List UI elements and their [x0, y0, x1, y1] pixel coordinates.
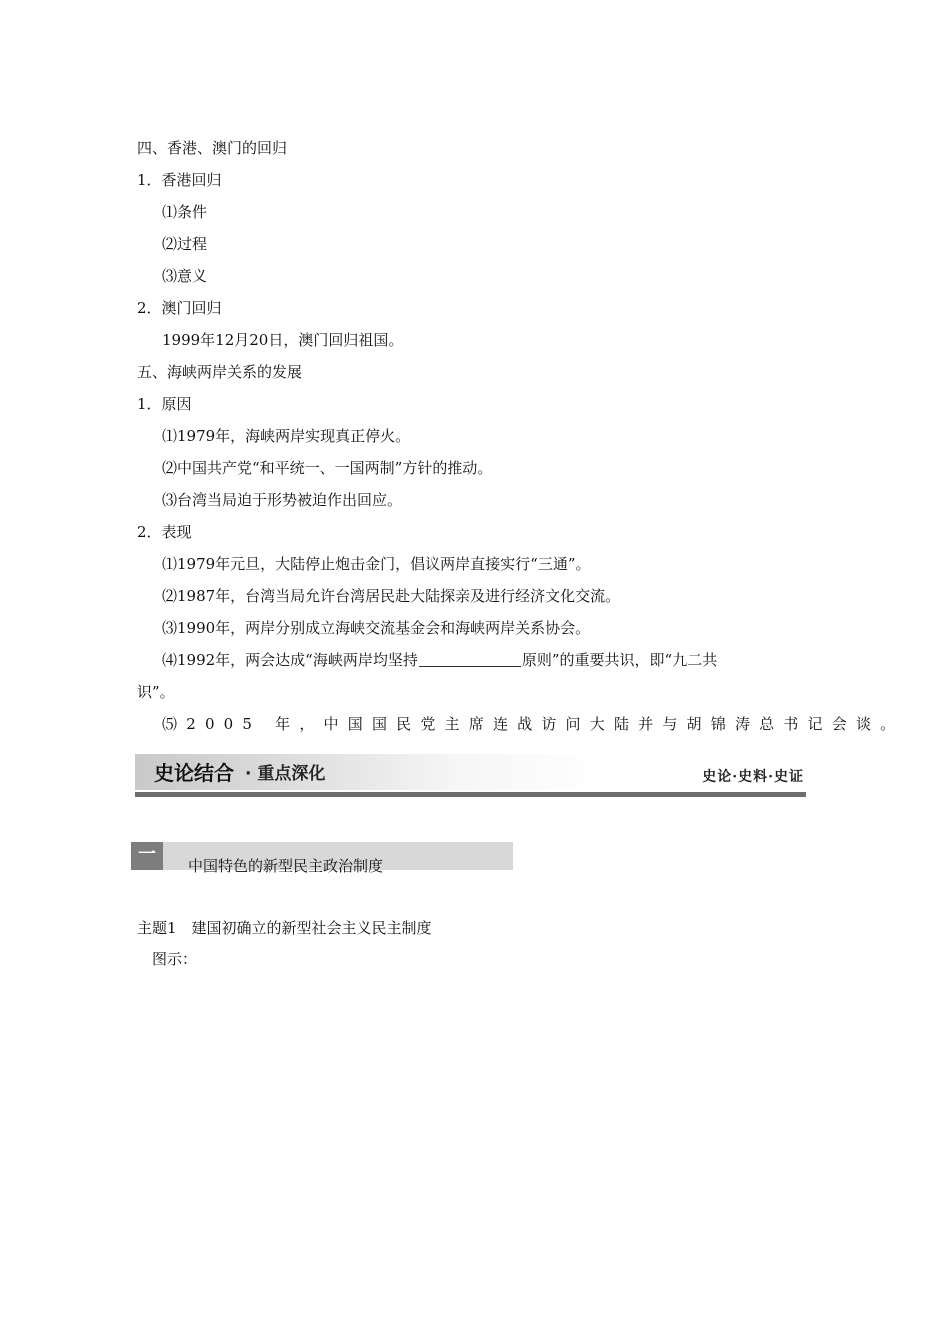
section-label	[131, 842, 513, 875]
manifest-item-4-before: ⑷1992年，两会达成“海峡两岸均坚持	[162, 651, 418, 669]
section-title: 中国特色的新型民主政治制度	[188, 857, 384, 875]
manifest-item-1: ⑴1979年元旦，大陆停止炮击金门，倡议两岸直接实行“三通”。	[162, 555, 591, 573]
causes-title: 1．原因	[137, 395, 192, 413]
banner-underline	[135, 792, 806, 797]
banner-title: 史论结合	[154, 761, 234, 785]
fill-in-blank[interactable]	[419, 652, 521, 667]
macau-title: 2．澳门回归	[137, 299, 222, 317]
hk-item-process: ⑵过程	[162, 235, 208, 253]
manifest-item-4-cont: 识”。	[137, 683, 175, 701]
sec4-heading: 四、香港、澳门的回归	[137, 139, 288, 157]
section-banner	[135, 754, 806, 798]
manifest-item-4-after: 原则”的重要共识，即“九二共	[521, 651, 718, 669]
cause-item-3: ⑶台湾当局迫于形势被迫作出回应。	[162, 491, 403, 509]
manifest-item-5: ⑸2005 年，中国国民党主席连战访问大陆并与胡锦涛总书记会谈。	[162, 715, 905, 733]
banner-tagline: 史论·史料·史证	[702, 769, 804, 785]
manifest-item-2: ⑵1987年，台湾当局允许台湾居民赴大陆探亲及进行经济文化交流。	[162, 587, 621, 605]
manifest-item-4	[162, 650, 717, 670]
hk-item-significance: ⑶意义	[162, 267, 208, 285]
cause-item-1: ⑴1979年，海峡两岸实现真正停火。	[162, 427, 411, 445]
banner-subtitle: · 重点深化	[245, 764, 326, 784]
manifest-title: 2．表现	[137, 523, 192, 541]
section-number: 一	[138, 844, 156, 865]
cause-item-2: ⑵中国共产党“和平统一、一国两制”方针的推动。	[162, 459, 493, 477]
diagram-label: 图示：	[152, 950, 198, 968]
hk-title: 1．香港回归	[137, 171, 222, 189]
topic1-title: 主题1 建国初确立的新型社会主义民主制度	[137, 919, 432, 937]
manifest-item-3: ⑶1990年，两岸分别成立海峡交流基金会和海峡两岸关系协会。	[162, 619, 591, 637]
hk-item-conditions: ⑴条件	[162, 203, 208, 221]
macau-text: 1999年12月20日，澳门回归祖国。	[162, 331, 404, 349]
sec5-heading: 五、海峡两岸关系的发展	[137, 363, 303, 381]
